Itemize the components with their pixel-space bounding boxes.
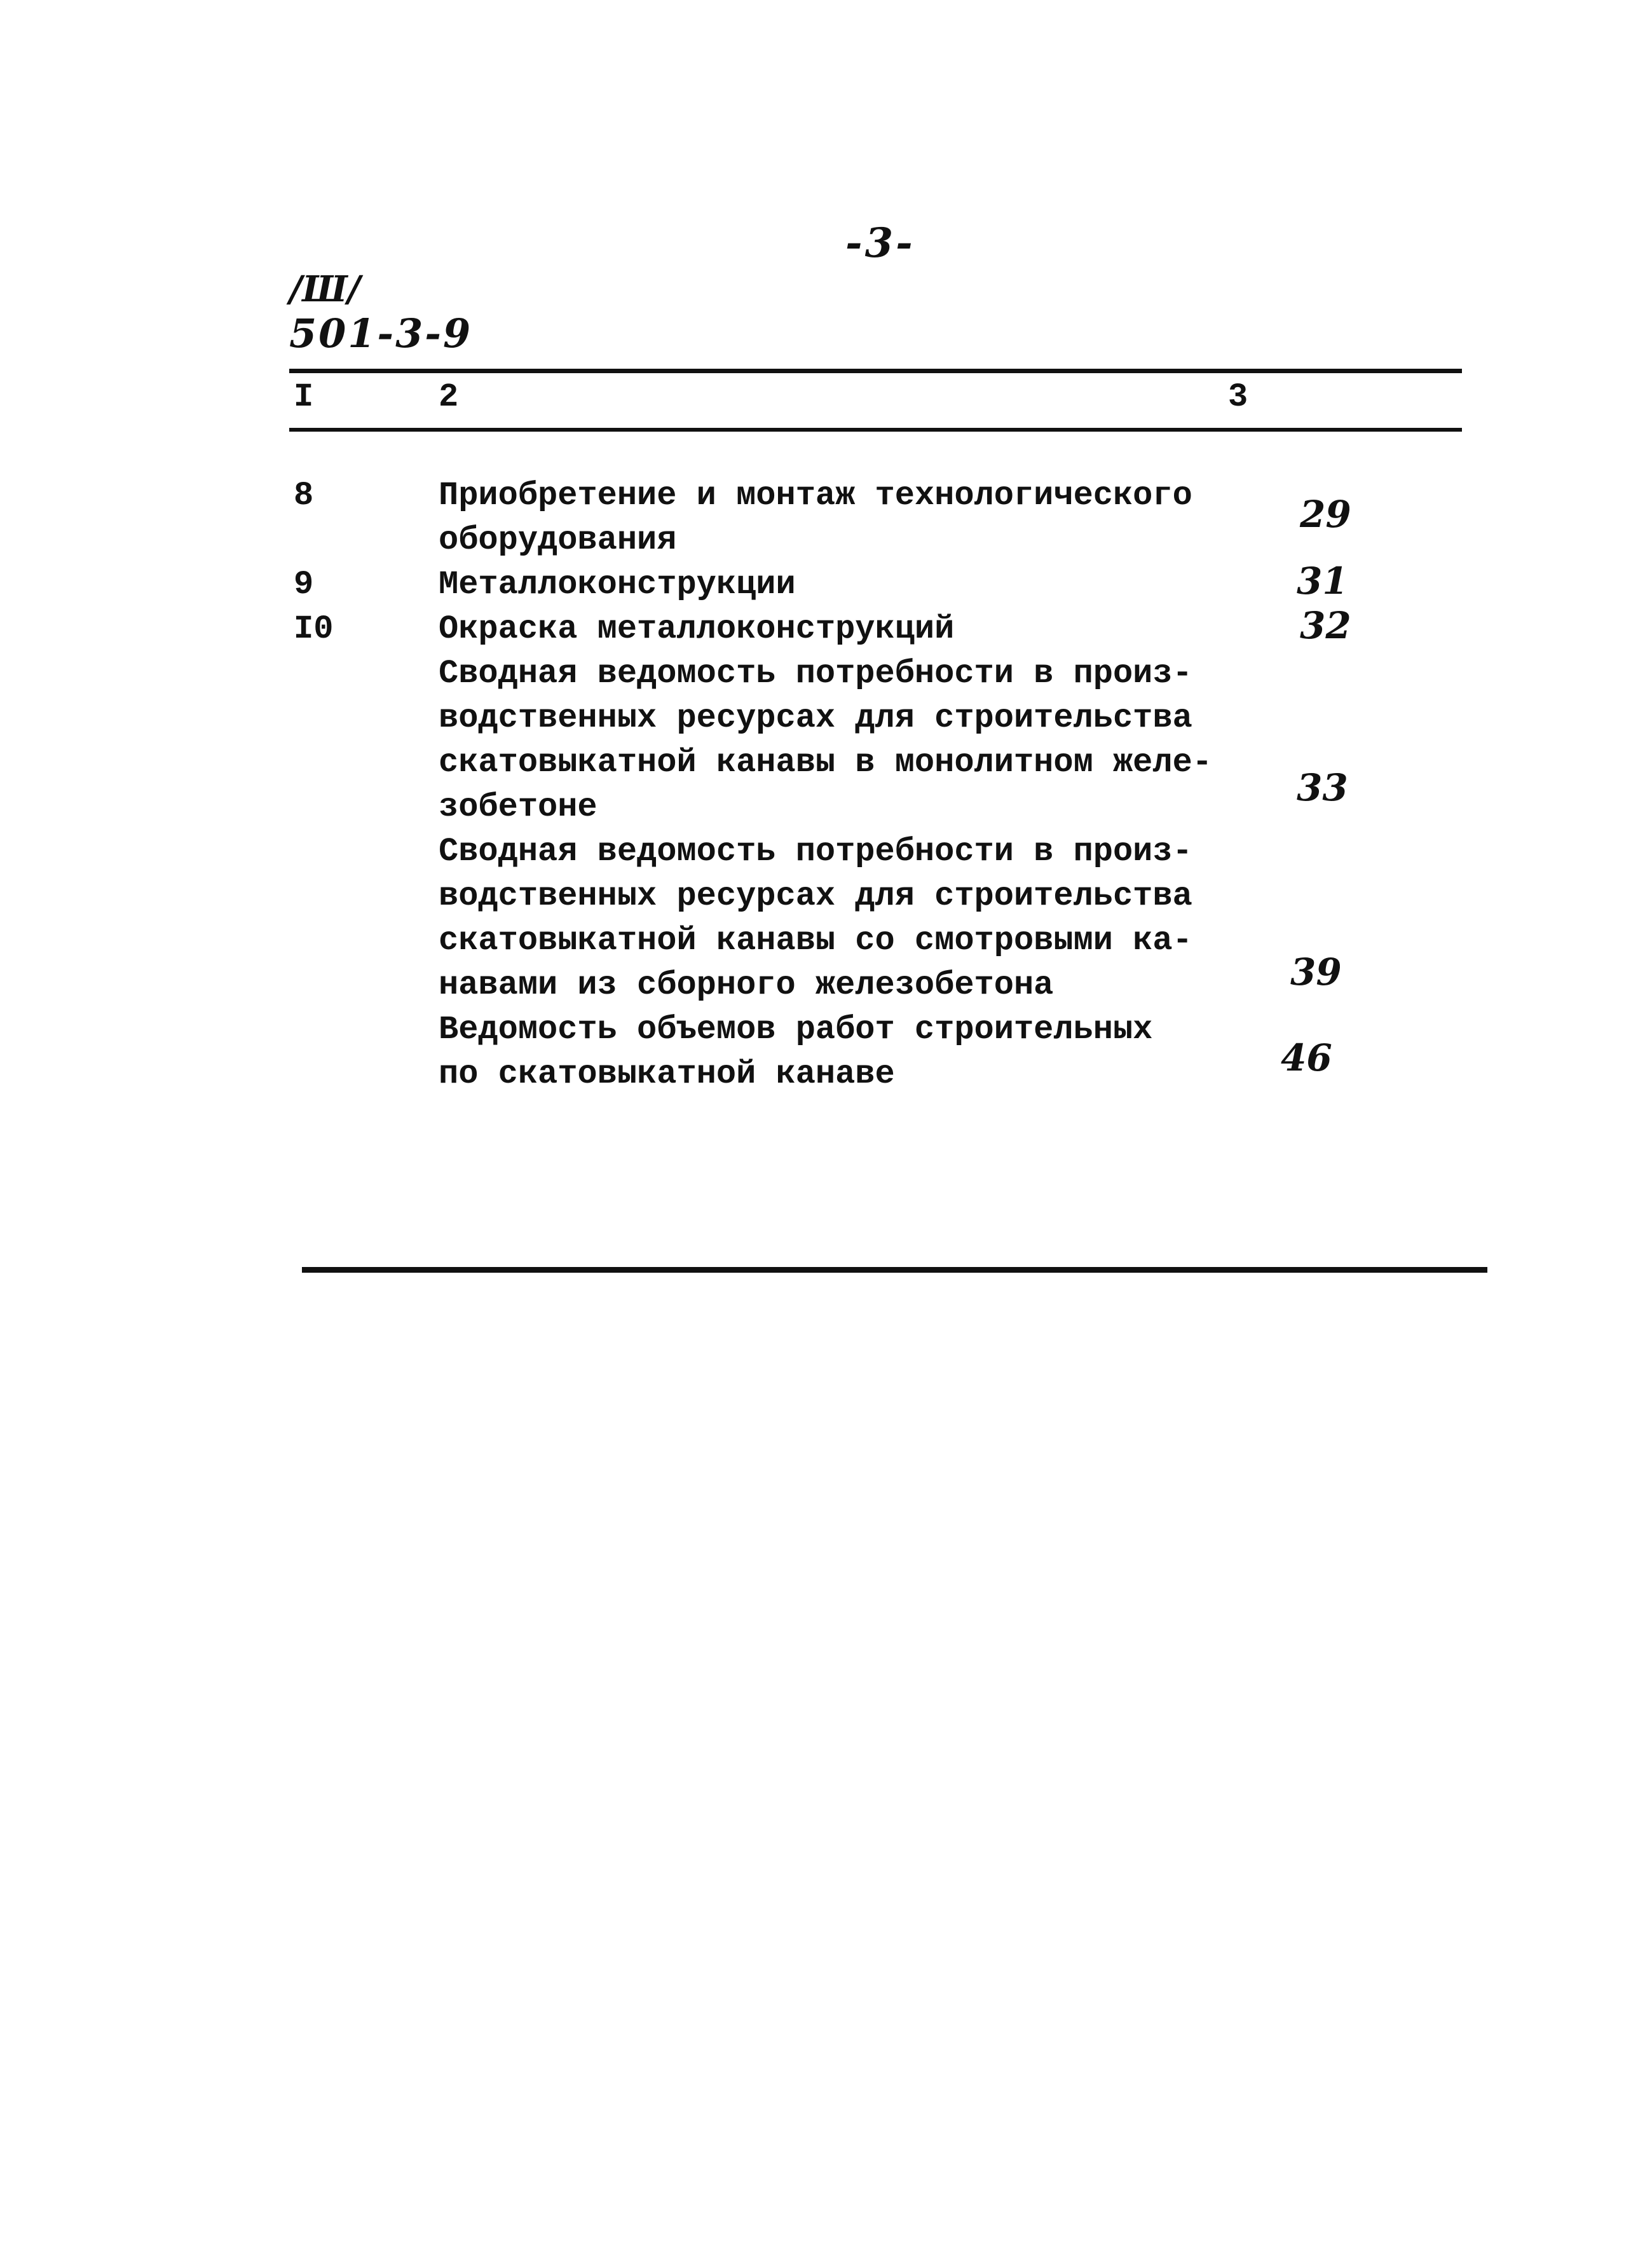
table-row-title xyxy=(439,830,1201,1008)
column-header-3: 3 xyxy=(1228,378,1248,416)
title-line: скатовыкатной канавы в монолитном желе- xyxy=(439,744,1212,781)
page-number: -3- xyxy=(845,219,915,267)
row-page-number: 39 xyxy=(1290,950,1342,994)
title-line: Окраска металлоконструкций xyxy=(439,610,955,648)
table-top-rule xyxy=(289,369,1462,373)
title-line: Приобретение и монтаж технологического xyxy=(439,477,1192,514)
column-header-1: I xyxy=(294,378,314,416)
document-code xyxy=(289,267,472,356)
title-line: водственных ресурсах для строительства xyxy=(439,699,1192,737)
table-row-title xyxy=(439,607,1201,652)
title-line: Сводная ведомость потребности в произ- xyxy=(439,655,1192,692)
title-line: водственных ресурсах для строительства xyxy=(439,877,1192,915)
title-line: Сводная ведомость потребности в произ- xyxy=(439,833,1192,870)
title-line: оборудования xyxy=(439,521,677,559)
table-row-title xyxy=(439,1008,1201,1097)
table-bottom-rule xyxy=(302,1267,1487,1273)
title-line: зобетоне xyxy=(439,788,597,826)
table-row-title xyxy=(439,474,1201,563)
row-page-number: 31 xyxy=(1297,559,1348,603)
title-line: навами из сборного железобетона xyxy=(439,966,1054,1004)
table-header-rule xyxy=(289,428,1462,432)
document-number: 501-3-9 xyxy=(289,310,473,357)
title-line: по скатовыкатной канаве xyxy=(439,1055,895,1093)
row-number: 8 xyxy=(294,477,314,514)
title-line: Ведомость объемов работ строительных xyxy=(439,1011,1153,1048)
row-number: I0 xyxy=(294,610,334,648)
row-page-number: 46 xyxy=(1281,1036,1332,1079)
title-line: скатовыкатной канавы со смотровыми ка- xyxy=(439,922,1192,959)
document-series: /Ш/ xyxy=(289,268,360,310)
table-row-title xyxy=(439,563,1201,607)
table-row-title xyxy=(439,652,1212,830)
row-page-number: 33 xyxy=(1297,766,1348,809)
title-line: Металлоконструкции xyxy=(439,566,796,603)
column-header-2: 2 xyxy=(439,378,459,416)
row-page-number: 29 xyxy=(1300,493,1351,536)
row-page-number: 32 xyxy=(1300,604,1351,647)
row-number: 9 xyxy=(294,566,314,603)
